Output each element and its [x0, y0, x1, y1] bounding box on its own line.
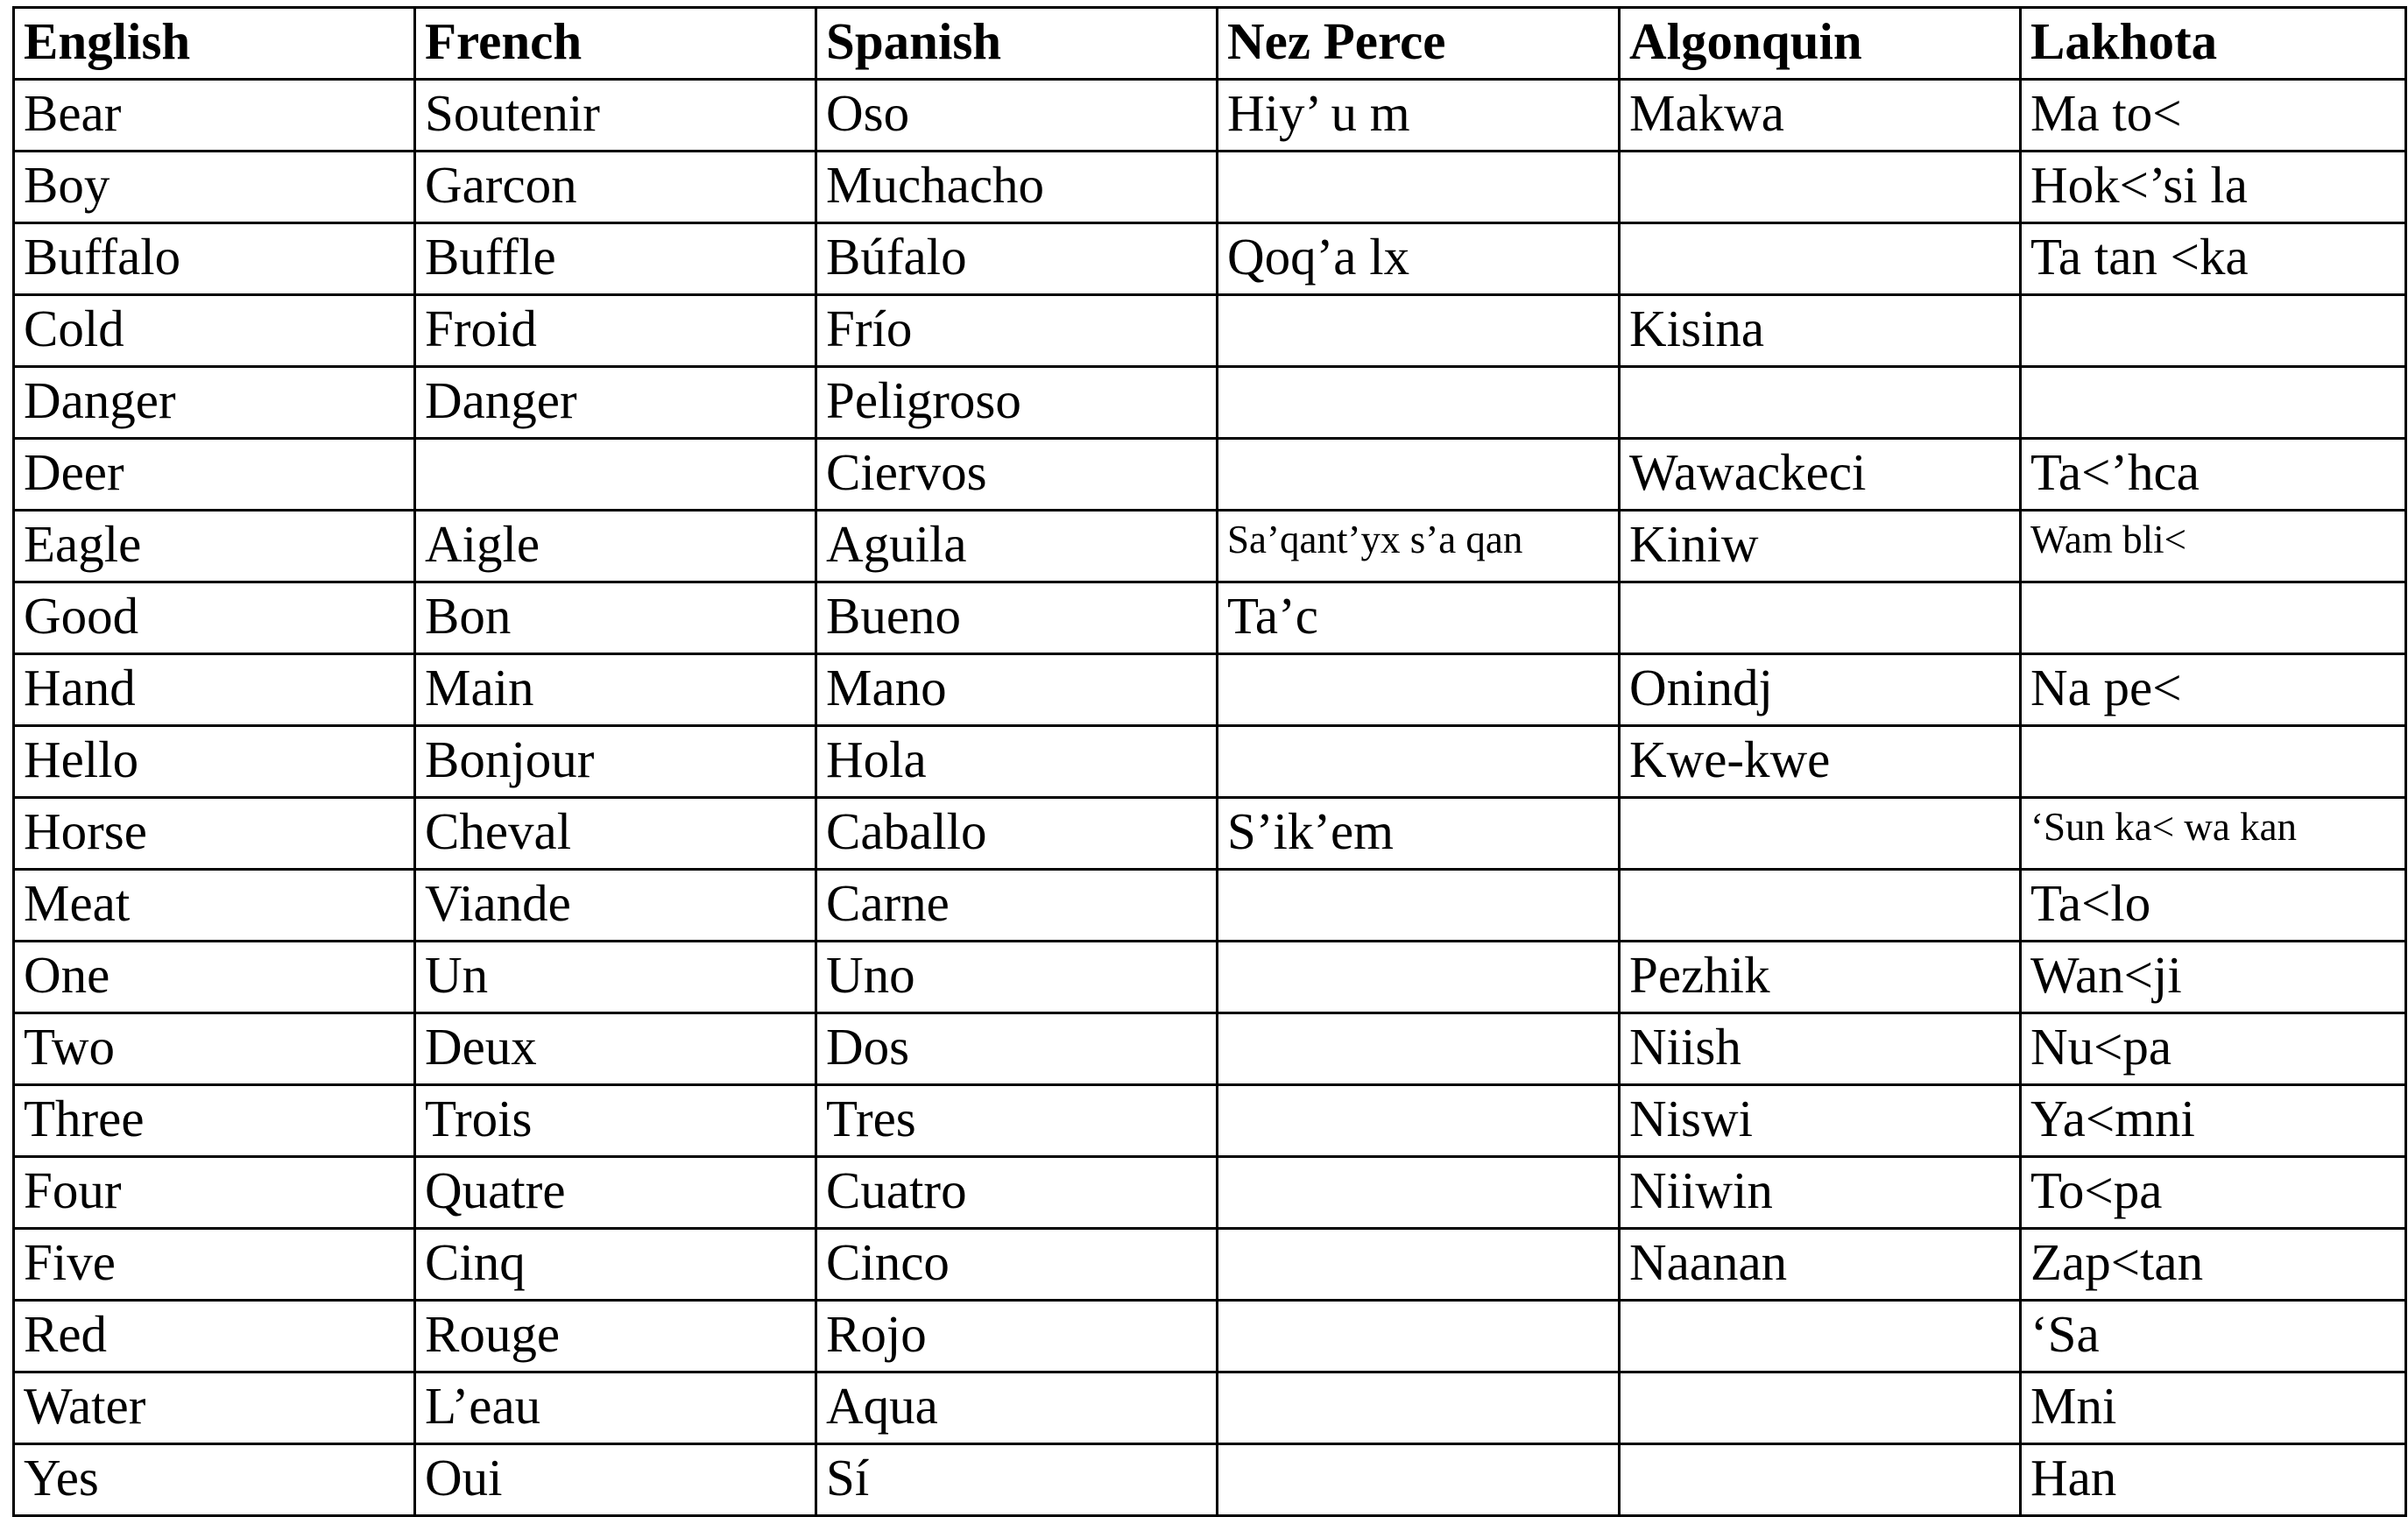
- cell-lakhota: Na pe<: [2021, 654, 2406, 726]
- cell-lakhota: [2021, 726, 2406, 798]
- cell-algonquin: Wawackeci: [1620, 439, 2021, 511]
- cell-spanish: Dos: [816, 1013, 1218, 1085]
- table-body: [14, 80, 2406, 1516]
- cell-spanish: Caballo: [816, 798, 1218, 870]
- cell-lakhota: ‘Sa: [2021, 1301, 2406, 1372]
- cell-spanish: Aqua: [816, 1372, 1218, 1444]
- cell-english: Boy: [14, 152, 415, 223]
- cell-nez-perce: [1218, 1157, 1620, 1229]
- cell-french: Quatre: [415, 1157, 816, 1229]
- cell-english: Hand: [14, 654, 415, 726]
- cell-nez-perce: [1218, 152, 1620, 223]
- cell-french: Buffle: [415, 223, 816, 295]
- cell-english: Meat: [14, 870, 415, 942]
- cell-algonquin: [1620, 582, 2021, 654]
- cell-nez-perce: Ta’c: [1218, 582, 1620, 654]
- cell-french: L’eau: [415, 1372, 816, 1444]
- cell-english: Yes: [14, 1444, 415, 1516]
- cell-french: Aigle: [415, 511, 816, 582]
- cell-nez-perce: [1218, 439, 1620, 511]
- cell-nez-perce: [1218, 1013, 1620, 1085]
- cell-lakhota: Ma to<: [2021, 80, 2406, 152]
- cell-algonquin: Niish: [1620, 1013, 2021, 1085]
- cell-spanish: Bueno: [816, 582, 1218, 654]
- table-row: [14, 1229, 2406, 1301]
- cell-algonquin: Makwa: [1620, 80, 2021, 152]
- cell-algonquin: [1620, 870, 2021, 942]
- table-row: [14, 726, 2406, 798]
- cell-nez-perce: Hiy’ u m: [1218, 80, 1620, 152]
- cell-spanish: Tres: [816, 1085, 1218, 1157]
- cell-algonquin: Pezhik: [1620, 942, 2021, 1013]
- cell-spanish: Hola: [816, 726, 1218, 798]
- cell-algonquin: [1620, 1372, 2021, 1444]
- cell-nez-perce: [1218, 870, 1620, 942]
- cell-french: Soutenir: [415, 80, 816, 152]
- cell-lakhota: Zap<tan: [2021, 1229, 2406, 1301]
- cell-french: Oui: [415, 1444, 816, 1516]
- table-row: [14, 1085, 2406, 1157]
- table-row: [14, 80, 2406, 152]
- cell-spanish: Búfalo: [816, 223, 1218, 295]
- header-row: [14, 8, 2406, 80]
- cell-nez-perce: Sa’qant’yx s’a qan: [1218, 511, 1620, 582]
- cell-lakhota: Wan<ji: [2021, 942, 2406, 1013]
- table-row: [14, 1157, 2406, 1229]
- cell-english: Horse: [14, 798, 415, 870]
- cell-french: Deux: [415, 1013, 816, 1085]
- cell-english: Red: [14, 1301, 415, 1372]
- cell-spanish: Oso: [816, 80, 1218, 152]
- cell-spanish: Mano: [816, 654, 1218, 726]
- cell-english: Buffalo: [14, 223, 415, 295]
- cell-nez-perce: [1218, 1229, 1620, 1301]
- table-row: [14, 367, 2406, 439]
- cell-nez-perce: [1218, 367, 1620, 439]
- cell-nez-perce: [1218, 295, 1620, 367]
- table-row: [14, 798, 2406, 870]
- table-row: [14, 654, 2406, 726]
- cell-nez-perce: [1218, 1444, 1620, 1516]
- cell-spanish: Cinco: [816, 1229, 1218, 1301]
- cell-lakhota: [2021, 295, 2406, 367]
- cell-lakhota: Ta<’hca: [2021, 439, 2406, 511]
- table-row: [14, 223, 2406, 295]
- cell-english: Bear: [14, 80, 415, 152]
- cell-spanish: Sí: [816, 1444, 1218, 1516]
- cell-french: Rouge: [415, 1301, 816, 1372]
- cell-english: One: [14, 942, 415, 1013]
- cell-english: Water: [14, 1372, 415, 1444]
- cell-french: Bon: [415, 582, 816, 654]
- header-spanish: Spanish: [816, 8, 1218, 80]
- cell-algonquin: [1620, 1444, 2021, 1516]
- cell-algonquin: [1620, 1301, 2021, 1372]
- cell-french: Garcon: [415, 152, 816, 223]
- cell-english: Three: [14, 1085, 415, 1157]
- cell-spanish: Cuatro: [816, 1157, 1218, 1229]
- cell-french: Bonjour: [415, 726, 816, 798]
- cell-english: Hello: [14, 726, 415, 798]
- cell-lakhota: Mni: [2021, 1372, 2406, 1444]
- cell-lakhota: Han: [2021, 1444, 2406, 1516]
- cell-spanish: Frío: [816, 295, 1218, 367]
- cell-algonquin: Niswi: [1620, 1085, 2021, 1157]
- table-row: [14, 439, 2406, 511]
- header-nez-perce: Nez Perce: [1218, 8, 1620, 80]
- header-algonquin: Algonquin: [1620, 8, 2021, 80]
- cell-lakhota: Ta<lo: [2021, 870, 2406, 942]
- cell-english: Two: [14, 1013, 415, 1085]
- cell-spanish: Uno: [816, 942, 1218, 1013]
- cell-lakhota: [2021, 582, 2406, 654]
- cell-algonquin: [1620, 223, 2021, 295]
- cell-spanish: Ciervos: [816, 439, 1218, 511]
- cell-english: Deer: [14, 439, 415, 511]
- table-header: [14, 8, 2406, 80]
- header-lakhota: Lakhota: [2021, 8, 2406, 80]
- cell-algonquin: Onindj: [1620, 654, 2021, 726]
- vocabulary-table: [12, 6, 2407, 1517]
- cell-french: Viande: [415, 870, 816, 942]
- cell-lakhota: Wam bli<: [2021, 511, 2406, 582]
- table-row: [14, 511, 2406, 582]
- table-row: [14, 1444, 2406, 1516]
- cell-algonquin: Kwe-kwe: [1620, 726, 2021, 798]
- cell-nez-perce: S’ik’em: [1218, 798, 1620, 870]
- cell-lakhota: [2021, 367, 2406, 439]
- cell-lakhota: Ya<mni: [2021, 1085, 2406, 1157]
- cell-algonquin: [1620, 798, 2021, 870]
- table-row: [14, 1301, 2406, 1372]
- cell-nez-perce: [1218, 654, 1620, 726]
- cell-algonquin: Kisina: [1620, 295, 2021, 367]
- cell-french: Main: [415, 654, 816, 726]
- cell-french: Cheval: [415, 798, 816, 870]
- cell-lakhota: To<pa: [2021, 1157, 2406, 1229]
- cell-nez-perce: [1218, 1085, 1620, 1157]
- table-row: [14, 295, 2406, 367]
- table-row: [14, 1013, 2406, 1085]
- cell-french: [415, 439, 816, 511]
- cell-french: Cinq: [415, 1229, 816, 1301]
- cell-algonquin: [1620, 152, 2021, 223]
- cell-spanish: Rojo: [816, 1301, 1218, 1372]
- cell-french: Un: [415, 942, 816, 1013]
- cell-nez-perce: Qoq’a lx: [1218, 223, 1620, 295]
- cell-english: Cold: [14, 295, 415, 367]
- cell-algonquin: Kiniw: [1620, 511, 2021, 582]
- cell-english: Five: [14, 1229, 415, 1301]
- cell-english: Danger: [14, 367, 415, 439]
- cell-spanish: Aguila: [816, 511, 1218, 582]
- cell-algonquin: Naanan: [1620, 1229, 2021, 1301]
- cell-nez-perce: [1218, 1301, 1620, 1372]
- table-row: [14, 942, 2406, 1013]
- table-row: [14, 152, 2406, 223]
- cell-nez-perce: [1218, 1372, 1620, 1444]
- cell-algonquin: [1620, 367, 2021, 439]
- cell-lakhota: ‘Sun ka< wa kan: [2021, 798, 2406, 870]
- cell-spanish: Peligroso: [816, 367, 1218, 439]
- cell-algonquin: Niiwin: [1620, 1157, 2021, 1229]
- cell-lakhota: Nu<pa: [2021, 1013, 2406, 1085]
- cell-french: Froid: [415, 295, 816, 367]
- cell-lakhota: Ta tan <ka: [2021, 223, 2406, 295]
- cell-english: Good: [14, 582, 415, 654]
- cell-spanish: Muchacho: [816, 152, 1218, 223]
- cell-french: Trois: [415, 1085, 816, 1157]
- table-row: [14, 582, 2406, 654]
- header-english: English: [14, 8, 415, 80]
- cell-spanish: Carne: [816, 870, 1218, 942]
- table-row: [14, 870, 2406, 942]
- table-row: [14, 1372, 2406, 1444]
- header-french: French: [415, 8, 816, 80]
- cell-french: Danger: [415, 367, 816, 439]
- cell-nez-perce: [1218, 942, 1620, 1013]
- cell-lakhota: Hok<’si la: [2021, 152, 2406, 223]
- cell-english: Four: [14, 1157, 415, 1229]
- cell-english: Eagle: [14, 511, 415, 582]
- cell-nez-perce: [1218, 726, 1620, 798]
